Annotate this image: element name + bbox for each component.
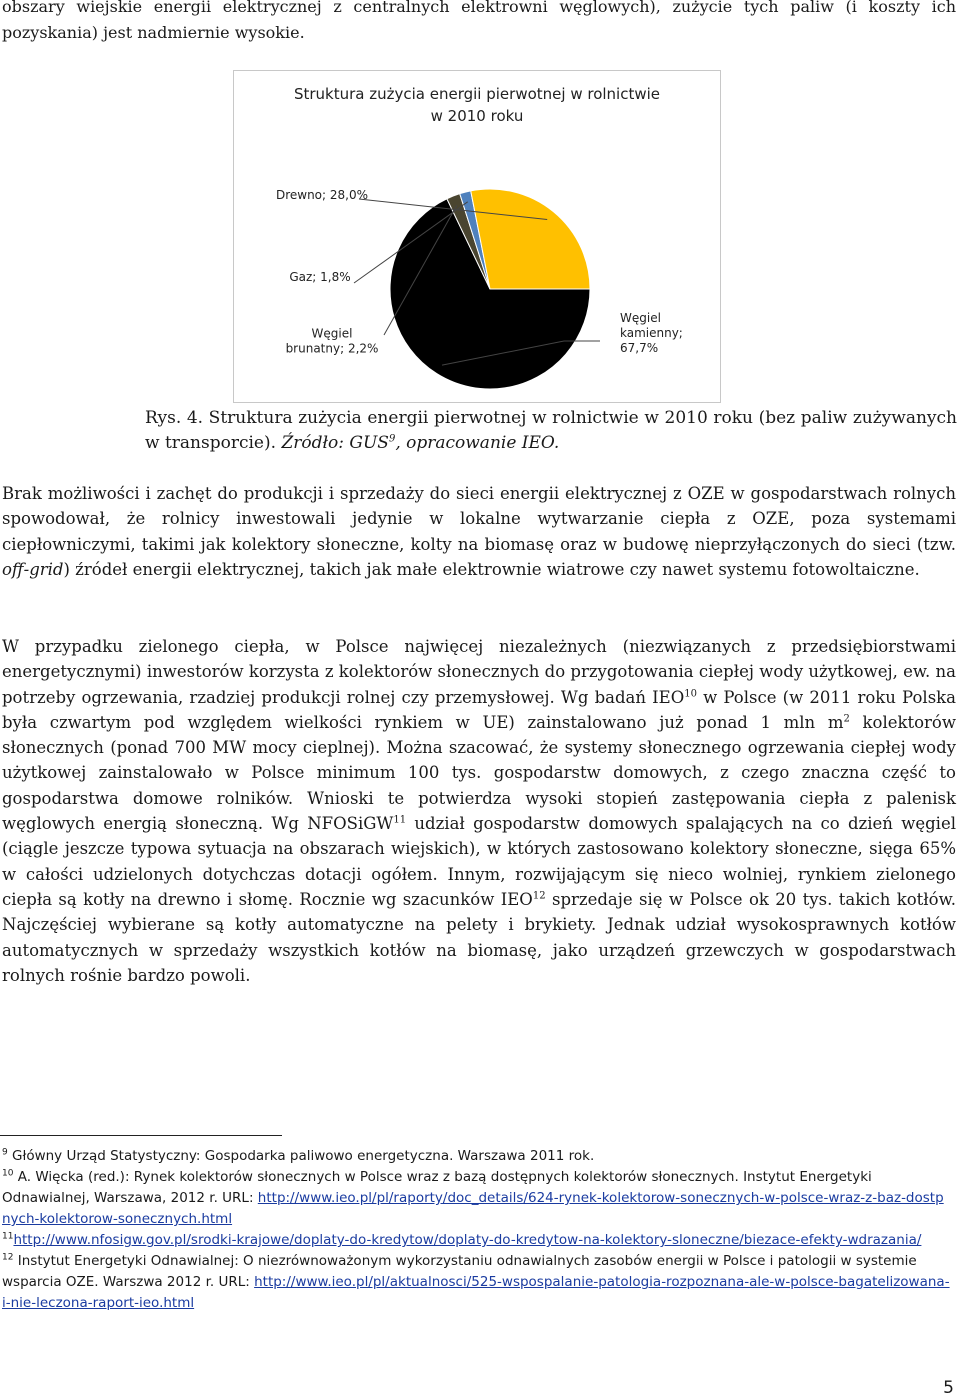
caption-footnote-ref: 9	[388, 433, 396, 445]
caption-source: Źródło: GUS	[281, 433, 389, 453]
pie-label-line: brunatny; 2,2%	[285, 341, 379, 356]
caption-source-tail: , opracowanie IEO.	[395, 433, 560, 453]
paragraph-text: kolektorów słonecznych (ponad 700 MW mocy cieplnej). Można szacować, że systemy słonecznego ogrzewania ciepłej wody użytkowej zainstalowało w Polsce minimum 100 tys. gospodarstw domowych, z czego znaczna część to gospodarstwa domowe rolników. Wnioski te potwierdza wysoki stopień zastępowania ciepła z palenisk węglowych energią słoneczną. Wg NFOSiGW	[2, 712, 956, 834]
footnote-number: 10	[2, 1168, 14, 1179]
footnote-link[interactable]: http://www.nfosigw.gov.pl/srodki-krajowe/doplaty-do-kredytow/doplaty-do-kredytow-na-kolektory-sloneczne/biezace-efekty-wdrazania/	[13, 1232, 922, 1248]
paragraph-text: ) źródeł energii elektrycznej, takich jak małe elektrownie wiatrowe czy nawet systemu fotowoltaiczne.	[63, 559, 920, 579]
footnote-ref: 10	[684, 688, 697, 700]
paragraph-text: Brak możliwości i zachęt do produkcji i sprzedaży do sieci energii elektrycznej z OZE w gospodarstwach rolnych spowodował, że rolnicy inwestowali jedynie w lokalne wytwarzanie ciepła z OZE, poza systemami ciepłowniczymi, takimi jak kolektory słoneczne, kolty na biomasę oraz w budowę nieprzyłączonych do sieci (tzw.	[2, 484, 956, 554]
pie-chart-svg	[234, 71, 720, 402]
footnote-ref: 12	[532, 890, 546, 902]
footnote-link[interactable]: http://www.ieo.pl/pl/raporty/doc_details/624-rynek-kolektorow-sonecznych-w-polsce-wraz-z-baz-dostpnych-kolektorow-sonecznych.html	[2, 1190, 944, 1227]
footnote-separator	[0, 1135, 282, 1136]
footnotes	[2, 1146, 952, 1314]
pie-label-węgiel-kamienny	[620, 311, 683, 355]
paragraph-text: udział gospodarstw domowych spalających na co dzień węgiel (ciągle jeszcze typowa sytuacja na obszarach wiejskich), w których zastosowano kolektory słoneczne, sięga 65% w całości udzielonych dotychczas dotacji ogółem. Innym, rozwijającym się nieco wolniej, rynkiem zielonego ciepła są kotły na drewno i słomę. Rocznie wg szacunków IEO	[2, 814, 956, 909]
paragraph-green-heat	[2, 634, 956, 988]
pie-slices	[390, 189, 590, 389]
footnote-text: Instytut Energetyki Odnawialnej: O niezrównoważonym wykorzystaniu odnawialnych zasobów energii w Polsce i patologii w systemie wsparcia OZE. Warszwa 2012 r. URL:	[2, 1253, 917, 1290]
footnote-9	[2, 1146, 952, 1167]
footnote-text: Główny Urząd Statystyczny: Gospodarka paliwowo energetyczna. Warszawa 2011 rok.	[7, 1148, 595, 1164]
figure-caption	[145, 406, 957, 456]
paragraph-text: sprzedaje się w Polsce ok 20 tys. takich kotłów. Najczęściej wybierane są kotły automatyczne na pelety i brykiety. Jednak udział wysokosprawnych kotłów automatycznych w sprzedaży wszystkich kotłów na biomasę, jako urządzeń grzewczych w gospodarstwach rolnych rośnie bardzo powoli.	[2, 889, 956, 985]
paragraph-text: w Polsce (w 2011 roku Polska była czwartym pod względem wielkości rynkiem w UE) zainstalowano już ponad 1 mln m	[2, 687, 957, 732]
pie-label-węgiel-brunatny	[286, 327, 379, 356]
footnote-10	[2, 1167, 952, 1230]
footnote-12	[2, 1251, 952, 1314]
pie-slice-drewno	[471, 189, 590, 289]
footnote-number: 9	[2, 1147, 8, 1158]
footnote-text: A. Więcka (red.): Rynek kolektorów słonecznych w Polsce wraz z bazą dostępnych kolektorów słonecznych. Instytut Energetyki Odnawialnej, Warszawa, 2012 r. URL:	[2, 1169, 872, 1206]
chart-title-line2: w 2010 roku	[430, 107, 524, 125]
footnote-ref: 11	[393, 814, 407, 826]
pie-label-drewno	[276, 188, 368, 202]
pie-label-line: Węgiel	[620, 311, 661, 325]
pie-label-line: kamienny;	[620, 326, 683, 340]
continued-paragraph: obszary wiejskie energii elektrycznej z centralnych elektrowni węglowych), zużycie tych paliw (i koszty ich pozyskania) jest nadmiernie wysokie.	[2, 0, 956, 42]
chart-title-line1: Struktura zużycia energii pierwotnej w rolnictwie	[293, 85, 661, 103]
footnote-link[interactable]: http://www.ieo.pl/pl/aktualnosci/525-wspospalanie-patologia-rozpoznana-ale-w-polsce-bagatelizowana-i-nie-leczona-raport-ieo.html	[2, 1274, 950, 1311]
pie-label-gaz	[289, 270, 350, 284]
superscript-exponent: 2	[843, 713, 850, 725]
footnote-11	[2, 1230, 952, 1251]
page-number: 5	[943, 1378, 954, 1398]
pie-chart-figure	[233, 70, 721, 403]
footnote-number: 12	[2, 1252, 14, 1263]
paragraph-text: W przypadku zielonego ciepła, w Polsce najwięcej niezależnych (niezwiązanych z przedsiębiorstwami energetycznymi) inwestorów korzysta z kolektorów słonecznych do przygotowania ciepłej wody użytkowej, ew. na potrzeby ogrzewania, rzadziej produkcji rolnej czy przemysłowej. Wg badań IEO	[2, 637, 956, 707]
caption-text: Rys. 4. Struktura zużycia energii pierwotnej w rolnictwie w 2010 roku (bez paliw zużywanych w transporcie).	[145, 408, 957, 453]
paragraph-emphasis: off-grid	[2, 559, 64, 579]
paragraph-offgrid	[2, 481, 956, 582]
footnote-number: 11	[2, 1231, 14, 1242]
pie-label-line: Gaz; 1,8%	[289, 270, 351, 284]
pie-label-line: 67,7%	[620, 341, 659, 355]
pie-label-line: Węgiel	[311, 326, 353, 341]
pie-label-line: Drewno; 28,0%	[275, 188, 369, 202]
